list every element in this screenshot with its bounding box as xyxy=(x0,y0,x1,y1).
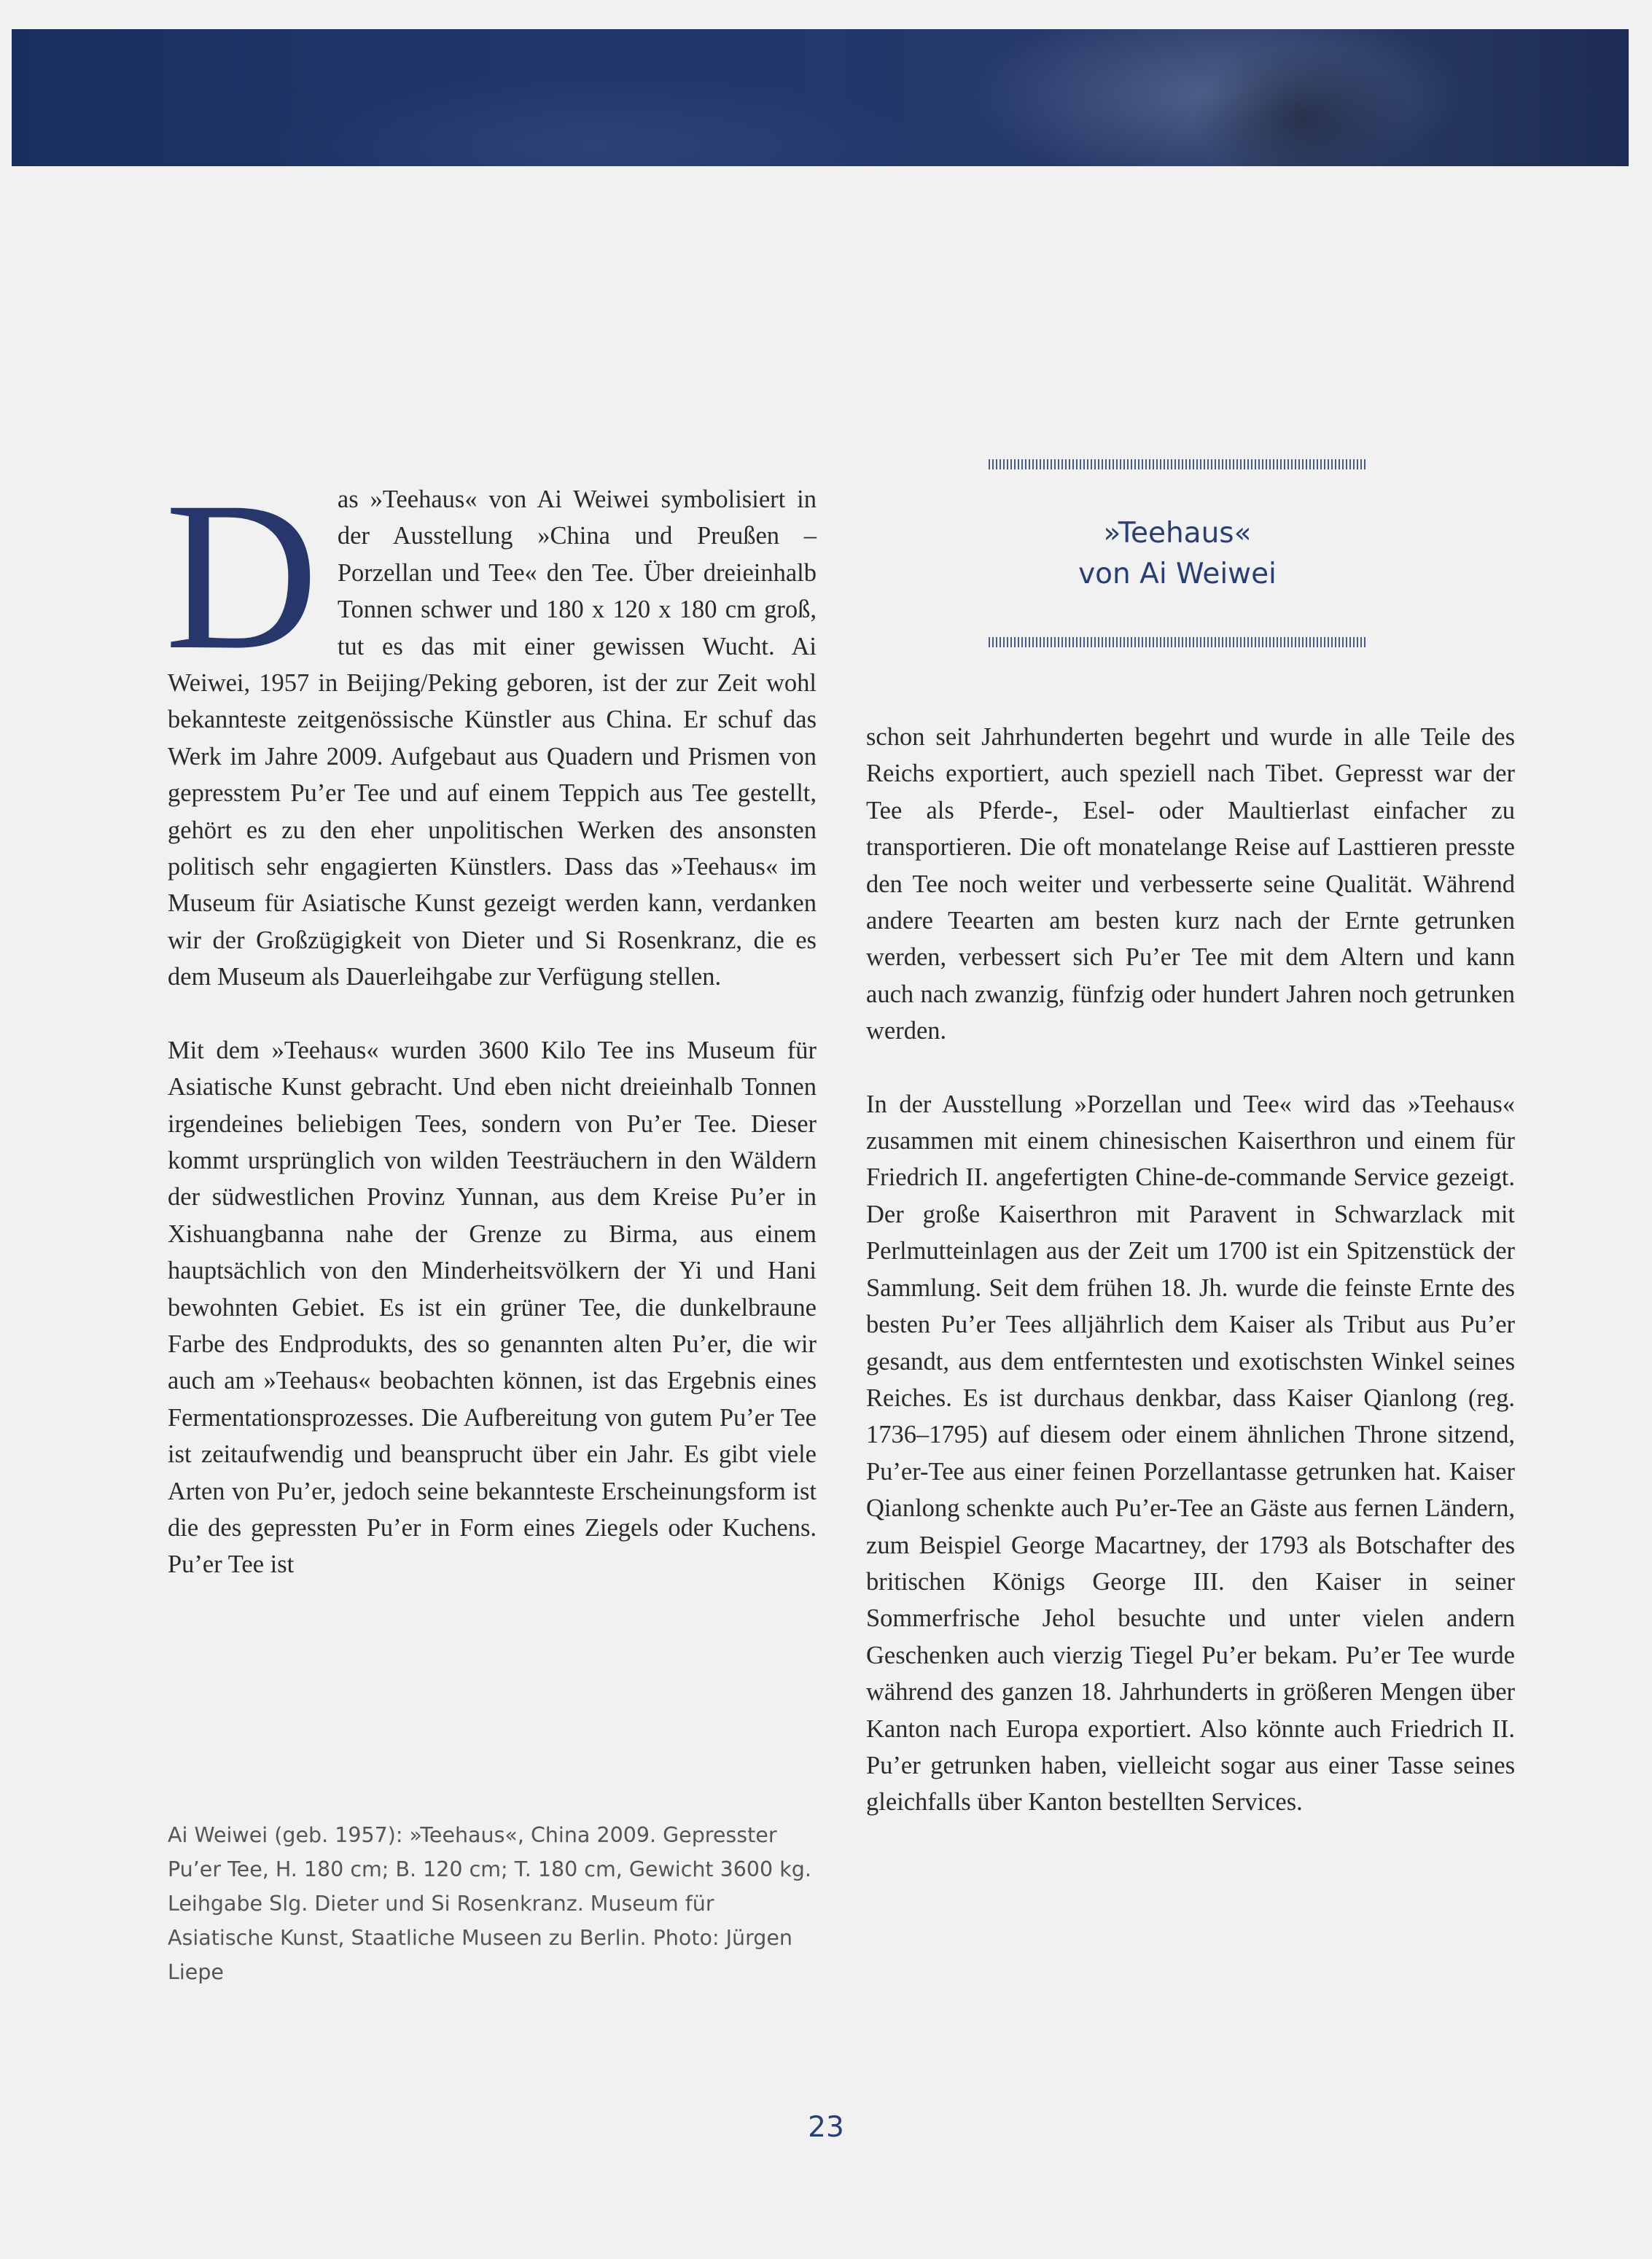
header-banner xyxy=(12,29,1629,166)
dotted-rule xyxy=(989,459,1366,469)
page-number: 23 xyxy=(808,2111,844,2144)
article-left-column xyxy=(165,459,817,1583)
dotted-rule xyxy=(989,637,1366,647)
article-paragraph: Mit dem »Teehaus« wurden 3600 Kilo Tee ins Museum für Asiatische Kunst gebracht. Und eben nicht dreieinhalb Tonnen irgendeines beliebigen Tees, sondern von Pu’er Tee. Dieser kommt ursprünglich von wilden Teesträuchern in den Wäldern der südwestlichen Provinz Yunnan, aus dem Kreise Pu’er in Xishuangbanna nahe der Grenze zu Birma, aus einem hauptsächlich von den Minderheitsvölkern der Yi und Hani bewohnten Gebiet. Es ist ein grüner Tee, die dunkelbraune Farbe des Endprodukts, des so genannten alten Pu’er, die wir auch am »Teehaus« beobachten können, ist das Ergebnis eines Fermentationsprozesses. Die Aufbereitung von gutem Pu’er Tee ist zeitaufwendig und beansprucht über ein Jahr. Es gibt viele Arten von Pu’er, jedoch seine bekannteste Erscheinungsform ist die des gepressten Pu’er in Form eines Ziegels oder Kuchens. Pu’er Tee ist xyxy=(168,1036,817,1579)
pull-quote-line: von Ai Weiwei xyxy=(1078,558,1277,590)
article-paragraph: schon seit Jahrhunderten begehrt und wurde in alle Teile des Reichs exportiert, auch speziell nach Tibet. Gepresst war der Tee als Pferde-, Esel- oder Maultierlast einfacher zu transportieren. Die oft monatelange Reise auf Lasttieren presste den Tee noch weiter und verbesserte seine Qualität. Während andere Teearten am besten kurz nach der Ernte getrunken werden, verbessert sich Pu’er Tee mit dem Altern und kann auch nach zwanzig, fünfzig oder hundert Jahren noch getrunken werden. xyxy=(866,723,1515,1045)
article-right-column xyxy=(866,719,1515,1821)
paragraph-text: as »Teehaus« von Ai Weiwei symbolisiert in der Ausstellung »China und Preußen – Porzellan und Tee« den Tee. Über dreieinhalb Tonnen schwer und 180 x 120 x 180 cm groß, tut es das mit einer gewissen Wucht. Ai Weiwei, 1957 in Beijing/Peking geboren, ist der zur Zeit wohl bekannteste zeitgenössische Künstler aus China. Er schuf das Werk im Jahre 2009. Aufgebaut aus Quadern und Prismen von gepresstem Pu’er Tee und auf einem Teppich aus Tee gestellt, gehört es zu den eher unpolitischen Werken des ansonsten politisch sehr engagierten Künstlers. Dass das »Teehaus« im Museum für Asiatische Kunst gezeigt werden kann, verdanken wir der Großzügigkeit von Dieter und Si Rosenkranz, die es dem Museum als Dauerleihgabe zur Verfügung stellen. xyxy=(168,485,817,991)
article-paragraph xyxy=(165,459,817,996)
pull-quote-line: »Teehaus« xyxy=(1103,517,1252,550)
banner-shadow xyxy=(1193,44,1411,166)
pull-quote-title xyxy=(989,513,1366,595)
drop-cap: D xyxy=(165,459,319,694)
image-caption: Ai Weiwei (geb. 1957): »Teehaus«, China 2009. Gepresster Pu’er Tee, H. 180 cm; B. 120 cm; T. 180 cm, Gewicht 3600 kg. Leihgabe Slg. Dieter und Si Rosenkranz. Museum für Asiatische Kunst, Staatliche Museen zu Berlin. Photo: Jürgen Liepe xyxy=(168,1823,811,1984)
banner-highlight xyxy=(267,73,923,166)
article-paragraph: In der Ausstellung »Porzellan und Tee« wird das »Teehaus« zusammen mit einem chinesischen Kaiserthron und einem für Friedrich II. angefertigten Chine-de-commande Service gezeigt. Der große Kaiserthron mit Paravent in Schwarzlack mit Perlmutteinlagen aus der Zeit um 1700 ist ein Spitzenstück der Sammlung. Seit dem frühen 18. Jh. wurde die feinste Ernte des besten Pu’er Tees alljährlich dem Kaiser als Tribut aus Pu’er gesandt, aus dem entferntesten und exotischsten Winkel seines Reiches. Es ist durchaus denkbar, dass Kaiser Qianlong (reg. 1736–1795) auf diesem oder einem ähnlichen Throne sitzend, Pu’er-Tee aus einer feinen Porzellantasse getrunken hat. Kaiser Qianlong schenkte auch Pu’er-Tee an Gäste aus fernen Ländern, zum Beispiel George Macartney, der 1793 als Botschafter des britischen Königs George III. den Kaiser in seiner Sommerfrische Jehol besuchte und unter vielen andern Geschenken auch vierzig Tiegel Pu’er bekam. Pu’er Tee wurde während des ganzen 18. Jahrhunderts in größeren Mengen über Kanton nach Europa exportiert. Also könnte auch Friedrich II. Pu’er getrunken haben, vielleicht sogar aus einer Tasse seines gleichfalls über Kanton bestellten Services. xyxy=(866,1090,1515,1817)
pull-quote-box xyxy=(989,459,1366,647)
